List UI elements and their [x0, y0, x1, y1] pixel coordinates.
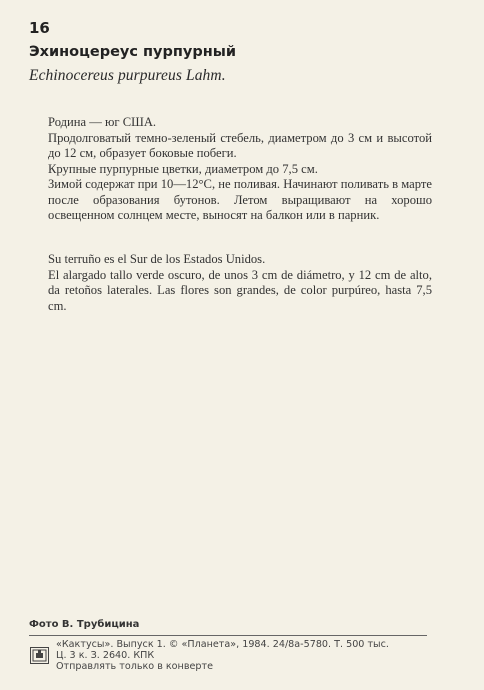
paragraph-ru-1: Родина — юг США. [48, 115, 157, 129]
title-latin: Echinocereus purpureus Lahm. [29, 67, 226, 84]
paragraph-es-1: Su terruño es el Sur de los Estados Unidos. [48, 252, 266, 266]
imprint [56, 639, 436, 673]
imprint-line-3: Отправлять только в конверте [56, 661, 213, 673]
photo-credit: Фото В. Трубицина [29, 619, 140, 630]
footer-divider [29, 635, 427, 636]
description-russian [48, 115, 432, 224]
paragraph-ru-3: Крупные пурпурные цветки, диаметром до 7,5 см. [48, 161, 318, 176]
imprint-line-1: «Кактусы». Выпуск 1. © «Планета», 1984. 24/8а-5780. Т. 500 тыс. [56, 639, 389, 650]
paragraph-es-2: El alargado tallo verde oscuro, de unos 3 cm de diámetro, y 12 cm de alto, da retoños laterales. Las flores son grandes, de color purpúreo, hasta 7,5 cm. [48, 267, 432, 313]
paragraph-ru-2: Продолговатый темно-зеленый стебель, диаметром до 3 см и высотой до 12 см, образует боковые побеги. [48, 130, 432, 160]
title-russian: Эхиноцереус пурпурный [29, 44, 237, 60]
description-spanish [48, 252, 432, 314]
paragraph-ru-4: Зимой содержат при 10—12°С, не поливая. Начинают поливать в марте после образования бутонов. Летом выращивают на хорошо освещенном солнцем месте, выносят на балкон или в парник. [48, 177, 432, 222]
imprint-line-2: Ц. 3 к. З. 2640. КПК [56, 650, 155, 662]
planeta-publisher-logo-icon [30, 647, 49, 664]
card-number: 16 [29, 19, 50, 37]
